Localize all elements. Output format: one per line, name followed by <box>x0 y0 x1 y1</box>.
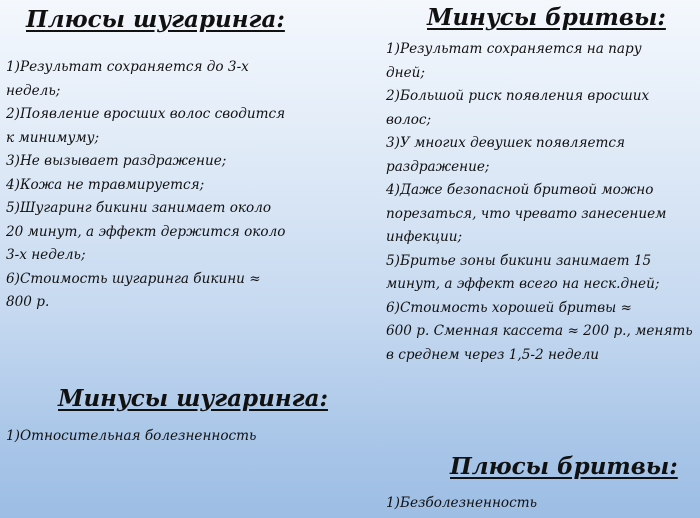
list-line: 3-х недель; <box>6 247 86 263</box>
list-line: к минимуму; <box>6 129 100 146</box>
list-line: 1)Результат сохраняется до 3-х <box>6 59 249 75</box>
list-line: 2)Появление вросших волос сводится <box>6 106 286 122</box>
sugaring-pros-list <box>6 56 306 315</box>
list-line: в среднем через 1,5-2 недели <box>386 346 600 363</box>
list-line: 5)Шугаринг бикини занимает около <box>6 200 272 216</box>
list-line: 3)Не вызывает раздражение; <box>6 153 227 169</box>
list-line: 5)Бритье зоны бикини занимает 15 <box>386 252 652 269</box>
list-line: недель; <box>6 82 61 99</box>
list-line: 4)Кожа не травмируется; <box>6 176 205 193</box>
razor-pros-list <box>386 492 698 516</box>
list-line: 1)Относительная болезненность <box>6 428 257 444</box>
list-line: порезаться, что чревато занесением <box>386 205 667 222</box>
list-line: 20 минут, а эффект держится около <box>6 223 286 240</box>
list-line: инфекции; <box>386 229 463 245</box>
sugaring-cons-list <box>6 425 306 449</box>
list-line: дней; <box>386 64 425 81</box>
list-line: 2)Большой риск появления вросших <box>386 88 650 104</box>
sugaring-cons-heading: Минусы шугаринга: <box>58 385 328 412</box>
list-line: минут, а эффект всего на неск.дней; <box>386 276 660 292</box>
list-line: 6)Стоимость шугаринга бикини ≈ <box>6 270 261 287</box>
list-line: волос; <box>386 111 432 128</box>
sugaring-pros-heading: Плюсы шугаринга: <box>26 6 285 33</box>
list-line: 6)Стоимость хорошей бритвы ≈ <box>386 299 632 316</box>
list-line: раздражение; <box>386 158 490 175</box>
list-line: 1)Результат сохраняется на пару <box>386 41 642 57</box>
razor-pros-heading: Плюсы бритвы: <box>450 453 678 480</box>
list-line: 1)Безболезненность <box>386 495 537 511</box>
list-line: 600 р. Сменная кассета ≈ 200 р., менять <box>386 323 693 339</box>
razor-cons-heading: Минусы бритвы: <box>427 4 666 31</box>
razor-cons-list <box>386 38 698 367</box>
list-line: 4)Даже безопасной бритвой можно <box>386 182 654 198</box>
list-line: 800 р. <box>6 294 50 310</box>
list-line: 3)У многих девушек появляется <box>386 135 625 151</box>
